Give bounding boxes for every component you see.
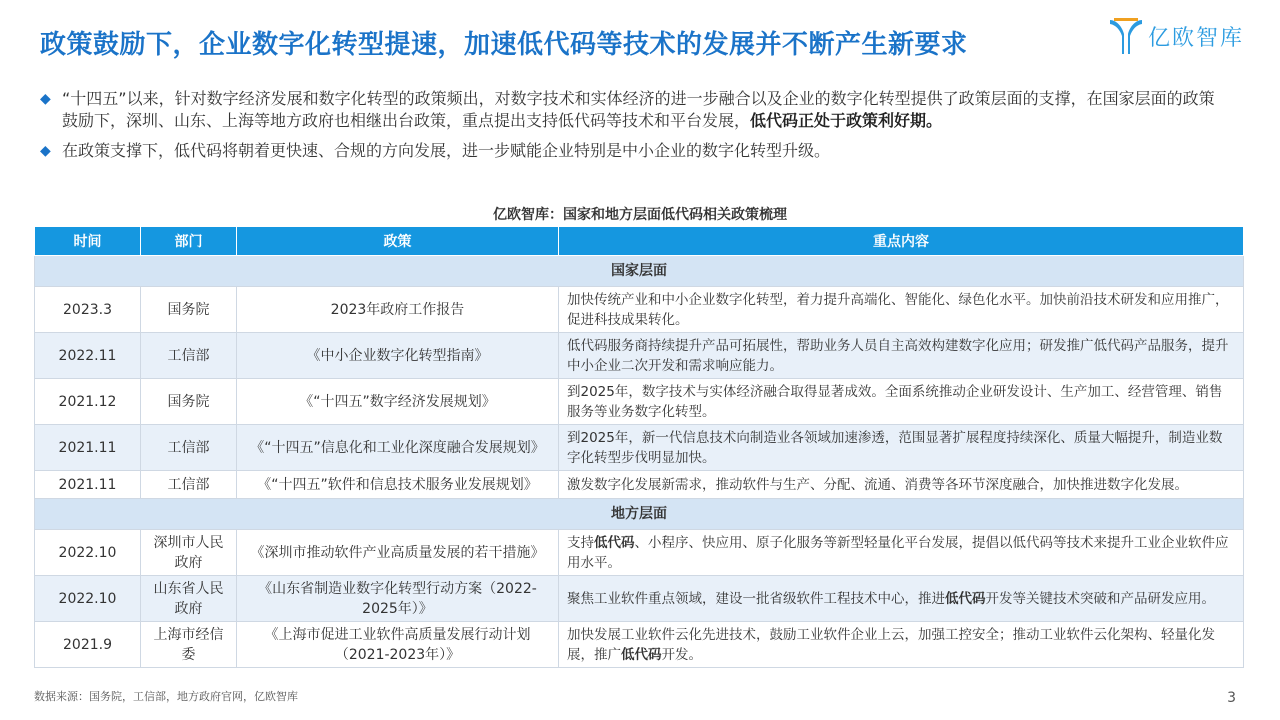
bullet-text: “十四五”以来，针对数字经济发展和数字化转型的政策频出，对数字技术和实体经济的进一步融合以及企业的数字化转型提供了政策层面的支撑，在国家层面的政策鼓励下，深圳、山东、上海等地方政府也相继出台政策，重点提出支持低代码等技术和平台发展，低代码正处于政策利好期。 [62,89,1215,130]
table-row [35,379,1244,425]
bullet-list [40,88,1230,170]
cell-dept: 深圳市人民政府 [141,530,237,576]
cell-time: 2022.11 [35,333,141,379]
bullet-item [40,88,1230,132]
section-row [35,256,1244,287]
diamond-bullet-icon: ◆ [40,143,51,159]
table-row [35,576,1244,622]
page-title: 政策鼓励下，企业数字化转型提速，加速低代码等技术的发展并不断产生新要求 [40,30,968,60]
cell-dept: 工信部 [141,471,237,499]
section-row [35,499,1244,530]
table-row [35,287,1244,333]
table-row [35,471,1244,499]
section-label: 地方层面 [35,499,1244,530]
cell-policy: 《山东省制造业数字化转型行动方案（2022-2025年）》 [237,576,559,622]
cell-policy: 《“十四五”软件和信息技术服务业发展规划》 [237,471,559,499]
cell-policy: 《深圳市推动软件产业高质量发展的若干措施》 [237,530,559,576]
bullet-text: 在政策支撑下，低代码将朝着更快速、合规的方向发展，进一步赋能企业特别是中小企业的数字化转型升级。 [62,141,831,160]
cell-content: 到2025年，新一代信息技术向制造业各领域加速渗透，范围显著扩展程度持续深化、质量大幅提升，制造业数字化转型步伐明显加快。 [559,425,1244,471]
page-number: 3 [1227,690,1236,706]
cell-policy: 《“十四五”数字经济发展规划》 [237,379,559,425]
yiou-logo-icon [1108,16,1144,56]
header-content: 重点内容 [559,227,1244,256]
cell-content: 加快发展工业软件云化先进技术，鼓励工业软件企业上云，加强工控安全；推动工业软件云化架构、轻量化发展，推广低代码开发。 [559,622,1244,668]
cell-content: 支持低代码、小程序、快应用、原子化服务等新型轻量化平台发展，提倡以低代码等技术来提升工业企业软件应用水平。 [559,530,1244,576]
bullet-item [40,140,1230,162]
cell-content: 加快传统产业和中小企业数字化转型，着力提升高端化、智能化、绿色化水平。加快前沿技术研发和应用推广，促进科技成果转化。 [559,287,1244,333]
cell-content: 聚焦工业软件重点领域，建设一批省级软件工程技术中心，推进低代码开发等关键技术突破和产品研发应用。 [559,576,1244,622]
logo-text: 亿欧智库 [1147,25,1244,51]
cell-policy: 《中小企业数字化转型指南》 [237,333,559,379]
policy-table [34,226,1244,668]
cell-content: 到2025年，数字技术与实体经济融合取得显著成效。全面系统推动企业研发设计、生产加工、经营管理、销售服务等业务数字化转型。 [559,379,1244,425]
cell-time: 2022.10 [35,530,141,576]
cell-policy: 《“十四五”信息化和工业化深度融合发展规划》 [237,425,559,471]
cell-dept: 上海市经信委 [141,622,237,668]
cell-dept: 工信部 [141,333,237,379]
table-row [35,622,1244,668]
data-source-note: 数据来源：国务院，工信部，地方政府官网，亿欧智库 [34,690,298,703]
cell-time: 2023.3 [35,287,141,333]
cell-dept: 国务院 [141,287,237,333]
table-header-row [35,227,1244,256]
cell-policy: 2023年政府工作报告 [237,287,559,333]
cell-dept: 山东省人民政府 [141,576,237,622]
brand-logo [1108,16,1244,56]
table-row [35,425,1244,471]
table-row [35,530,1244,576]
table-row [35,333,1244,379]
section-label: 国家层面 [35,256,1244,287]
table-body [35,256,1244,668]
table-title: 亿欧智库：国家和地方层面低代码相关政策梳理 [493,207,787,223]
cell-time: 2021.11 [35,471,141,499]
cell-time: 2021.12 [35,379,141,425]
cell-time: 2022.10 [35,576,141,622]
cell-dept: 工信部 [141,425,237,471]
cell-dept: 国务院 [141,379,237,425]
cell-time: 2021.11 [35,425,141,471]
header-policy: 政策 [237,227,559,256]
header-dept: 部门 [141,227,237,256]
cell-policy: 《上海市促进工业软件高质量发展行动计划（2021-2023年）》 [237,622,559,668]
header-time: 时间 [35,227,141,256]
cell-time: 2021.9 [35,622,141,668]
cell-content: 激发数字化发展新需求，推动软件与生产、分配、流通、消费等各环节深度融合，加快推进数字化发展。 [559,471,1244,499]
diamond-bullet-icon: ◆ [40,91,51,107]
cell-content: 低代码服务商持续提升产品可拓展性，帮助业务人员自主高效构建数字化应用；研发推广低代码产品服务，提升中小企业二次开发和需求响应能力。 [559,333,1244,379]
